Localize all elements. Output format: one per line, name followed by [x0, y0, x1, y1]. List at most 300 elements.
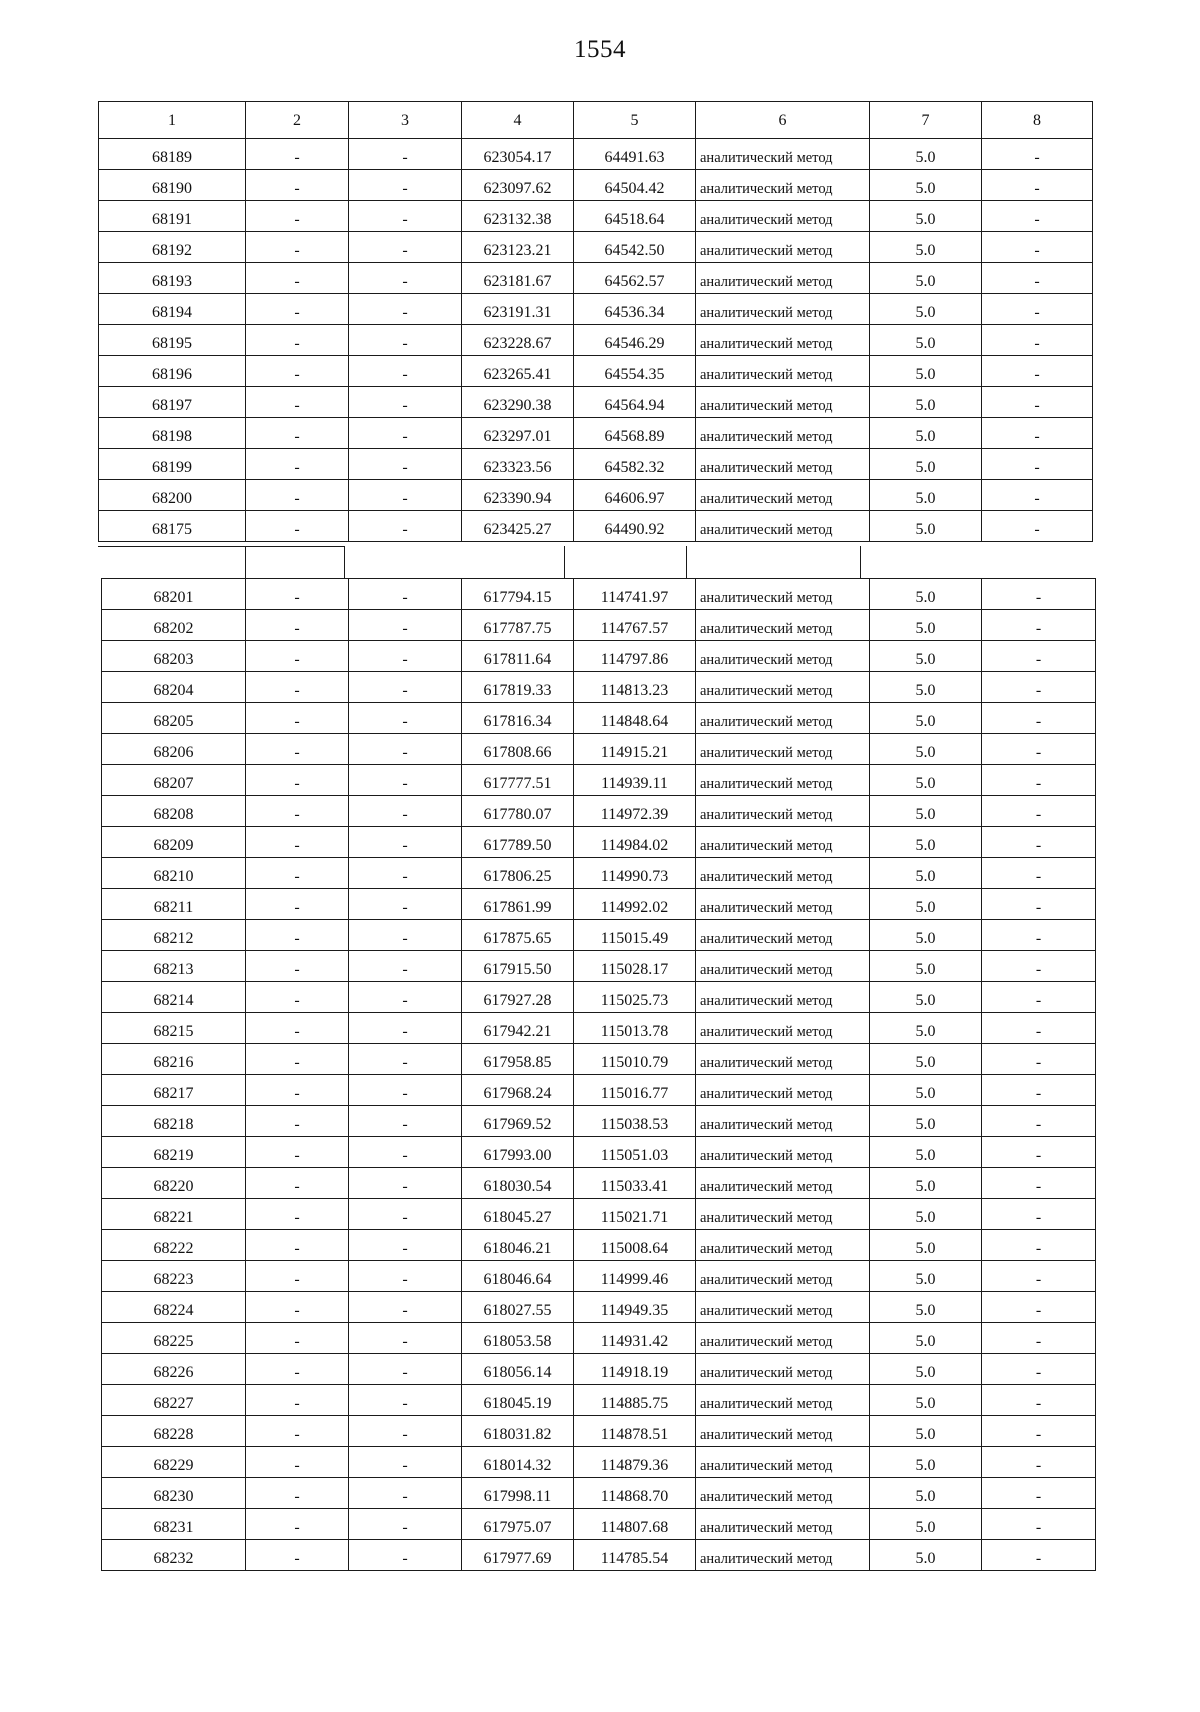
table-cell-col-2: -	[246, 951, 349, 982]
table-cell-col-5: 114741.97	[574, 579, 696, 610]
table-cell-col-5: 114797.86	[574, 641, 696, 672]
table-row	[102, 1385, 1096, 1416]
table-cell-col-6: аналитический метод	[696, 1447, 870, 1478]
table-cell-col-2: -	[246, 1168, 349, 1199]
table-cell-col-8: -	[982, 1075, 1096, 1106]
table-cell-col-7: 5.0	[870, 356, 982, 387]
table-cell-col-1: 68222	[102, 1230, 246, 1261]
header-cell-4: 4	[462, 102, 574, 139]
table-cell-col-6: аналитический метод	[696, 1044, 870, 1075]
table-cell-col-5: 64564.94	[574, 387, 696, 418]
table-cell-col-6: аналитический метод	[696, 139, 870, 170]
table-cell-col-5: 115038.53	[574, 1106, 696, 1137]
table-cell-col-6: аналитический метод	[696, 858, 870, 889]
table-cell-col-2: -	[246, 139, 349, 170]
table-row	[102, 703, 1096, 734]
table-cell-col-5: 114813.23	[574, 672, 696, 703]
table-cell-col-7: 5.0	[870, 1478, 982, 1509]
table-cell-col-8: -	[982, 511, 1093, 542]
table-cell-col-2: -	[246, 1292, 349, 1323]
table-cell-col-4: 623191.31	[462, 294, 574, 325]
table-cell-col-8: -	[982, 201, 1093, 232]
table-cell-col-4: 617780.07	[462, 796, 574, 827]
table-cell-col-5: 115028.17	[574, 951, 696, 982]
table-cell-col-5: 64542.50	[574, 232, 696, 263]
table-cell-col-5: 64546.29	[574, 325, 696, 356]
table-cell-col-8: -	[982, 1230, 1096, 1261]
table-cell-col-6: аналитический метод	[696, 232, 870, 263]
table-cell-col-2: -	[246, 232, 349, 263]
table-cell-col-2: -	[246, 982, 349, 1013]
table-cell-col-2: -	[246, 449, 349, 480]
table-cell-col-3: -	[349, 1323, 462, 1354]
table-cell-col-1: 68213	[102, 951, 246, 982]
table-row	[102, 1292, 1096, 1323]
table-cell-col-6: аналитический метод	[696, 1323, 870, 1354]
table-cell-col-3: -	[349, 1230, 462, 1261]
table-cell-col-5: 114785.54	[574, 1540, 696, 1571]
header-cell-3: 3	[349, 102, 462, 139]
table-cell-col-2: -	[246, 263, 349, 294]
table-cell-col-3: -	[349, 796, 462, 827]
table-cell-col-8: -	[982, 1509, 1096, 1540]
table-cell-col-7: 5.0	[870, 1447, 982, 1478]
table-cell-col-6: аналитический метод	[696, 1540, 870, 1571]
table-cell-col-3: -	[349, 1106, 462, 1137]
table-row	[99, 387, 1093, 418]
table-cell-col-8: -	[982, 858, 1096, 889]
table-cell-col-2: -	[246, 170, 349, 201]
table-cell-col-4: 617789.50	[462, 827, 574, 858]
table-cell-col-7: 5.0	[870, 263, 982, 294]
table-cell-col-4: 618031.82	[462, 1416, 574, 1447]
table-cell-col-8: -	[982, 610, 1096, 641]
table-cell-col-1: 68218	[102, 1106, 246, 1137]
table-cell-col-2: -	[246, 1199, 349, 1230]
table-cell-col-5: 64518.64	[574, 201, 696, 232]
table-cell-col-7: 5.0	[870, 858, 982, 889]
table-cell-col-4: 617811.64	[462, 641, 574, 672]
table-cell-col-7: 5.0	[870, 325, 982, 356]
table-cell-col-6: аналитический метод	[696, 325, 870, 356]
table-row	[102, 1044, 1096, 1075]
table-cell-col-4: 617819.33	[462, 672, 574, 703]
table-cell-col-5: 114992.02	[574, 889, 696, 920]
table-cell-col-7: 5.0	[870, 703, 982, 734]
table-cell-col-7: 5.0	[870, 1509, 982, 1540]
table-cell-col-4: 623123.21	[462, 232, 574, 263]
table-cell-col-1: 68194	[99, 294, 246, 325]
table-cell-col-2: -	[246, 703, 349, 734]
table-cell-col-7: 5.0	[870, 1354, 982, 1385]
table-row	[99, 356, 1093, 387]
table-row	[102, 1106, 1096, 1137]
table-cell-col-3: -	[349, 765, 462, 796]
table-cell-col-5: 115013.78	[574, 1013, 696, 1044]
table-row	[99, 511, 1093, 542]
table-cell-col-1: 68189	[99, 139, 246, 170]
gap-border	[860, 546, 861, 579]
table-row	[102, 1540, 1096, 1571]
table-cell-col-6: аналитический метод	[696, 294, 870, 325]
table-cell-col-1: 68232	[102, 1540, 246, 1571]
table-cell-col-5: 114885.75	[574, 1385, 696, 1416]
table-row	[102, 951, 1096, 982]
table-cell-col-5: 114918.19	[574, 1354, 696, 1385]
table-row	[102, 1199, 1096, 1230]
table-cell-col-2: -	[246, 1478, 349, 1509]
table-cell-col-1: 68200	[99, 480, 246, 511]
table-cell-col-7: 5.0	[870, 1044, 982, 1075]
table-cell-col-3: -	[349, 232, 462, 263]
table-cell-col-7: 5.0	[870, 765, 982, 796]
header-cell-8: 8	[982, 102, 1093, 139]
table-cell-col-2: -	[246, 889, 349, 920]
table-cell-col-5: 114767.57	[574, 610, 696, 641]
table-cell-col-6: аналитический метод	[696, 1509, 870, 1540]
table-cell-col-6: аналитический метод	[696, 263, 870, 294]
table-cell-col-6: аналитический метод	[696, 579, 870, 610]
table-cell-col-8: -	[982, 765, 1096, 796]
table-cell-col-5: 114990.73	[574, 858, 696, 889]
table-cell-col-6: аналитический метод	[696, 796, 870, 827]
table-cell-col-2: -	[246, 1416, 349, 1447]
table-cell-col-8: -	[982, 449, 1093, 480]
table-cell-col-8: -	[982, 703, 1096, 734]
table-cell-col-8: -	[982, 1354, 1096, 1385]
table-row	[102, 1354, 1096, 1385]
table-cell-col-3: -	[349, 325, 462, 356]
table-cell-col-7: 5.0	[870, 1261, 982, 1292]
table-cell-col-6: аналитический метод	[696, 889, 870, 920]
table-row	[102, 858, 1096, 889]
table-cell-col-3: -	[349, 982, 462, 1013]
table-cell-col-6: аналитический метод	[696, 920, 870, 951]
table-row	[99, 170, 1093, 201]
table-cell-col-7: 5.0	[870, 1168, 982, 1199]
table-cell-col-8: -	[982, 1199, 1096, 1230]
table-cell-col-4: 617875.65	[462, 920, 574, 951]
table-cell-col-1: 68225	[102, 1323, 246, 1354]
table-row	[99, 294, 1093, 325]
table-cell-col-5: 64536.34	[574, 294, 696, 325]
table-cell-col-5: 114949.35	[574, 1292, 696, 1323]
table-row	[99, 139, 1093, 170]
table-cell-col-3: -	[349, 387, 462, 418]
table-cell-col-6: аналитический метод	[696, 1416, 870, 1447]
table-row	[99, 449, 1093, 480]
table-cell-col-8: -	[982, 1261, 1096, 1292]
table-cell-col-8: -	[982, 1168, 1096, 1199]
table-cell-col-6: аналитический метод	[696, 703, 870, 734]
table-cell-col-2: -	[246, 511, 349, 542]
table-cell-col-3: -	[349, 201, 462, 232]
table-cell-col-5: 115015.49	[574, 920, 696, 951]
table-cell-col-7: 5.0	[870, 889, 982, 920]
table-cell-col-2: -	[246, 610, 349, 641]
table-cell-col-6: аналитический метод	[696, 951, 870, 982]
table-row	[102, 920, 1096, 951]
table-row	[99, 325, 1093, 356]
table-cell-col-5: 114984.02	[574, 827, 696, 858]
table-cell-col-8: -	[982, 796, 1096, 827]
table-cell-col-8: -	[982, 1416, 1096, 1447]
table-cell-col-4: 623323.56	[462, 449, 574, 480]
table-cell-col-4: 617927.28	[462, 982, 574, 1013]
header-cell-6: 6	[696, 102, 870, 139]
table-cell-col-3: -	[349, 1540, 462, 1571]
table-cell-col-7: 5.0	[870, 610, 982, 641]
table-cell-col-3: -	[349, 263, 462, 294]
table-cell-col-8: -	[982, 641, 1096, 672]
table-cell-col-4: 623297.01	[462, 418, 574, 449]
table-cell-col-2: -	[246, 672, 349, 703]
table-cell-col-2: -	[246, 1261, 349, 1292]
table-row	[102, 579, 1096, 610]
table-cell-col-1: 68221	[102, 1199, 246, 1230]
table-cell-col-4: 618046.64	[462, 1261, 574, 1292]
gap-border	[686, 546, 687, 579]
table-cell-col-4: 618046.21	[462, 1230, 574, 1261]
table-cell-col-2: -	[246, 1137, 349, 1168]
table-cell-col-7: 5.0	[870, 294, 982, 325]
table-cell-col-4: 617975.07	[462, 1509, 574, 1540]
table-cell-col-1: 68226	[102, 1354, 246, 1385]
table-row	[102, 889, 1096, 920]
table-cell-col-3: -	[349, 672, 462, 703]
table-cell-col-7: 5.0	[870, 1106, 982, 1137]
table-cell-col-3: -	[349, 951, 462, 982]
table-cell-col-2: -	[246, 356, 349, 387]
table-cell-col-7: 5.0	[870, 387, 982, 418]
table-cell-col-6: аналитический метод	[696, 1261, 870, 1292]
table-cell-col-6: аналитический метод	[696, 480, 870, 511]
table-row	[102, 1261, 1096, 1292]
table-cell-col-4: 617915.50	[462, 951, 574, 982]
table-cell-col-7: 5.0	[870, 170, 982, 201]
table-cell-col-5: 114972.39	[574, 796, 696, 827]
table-cell-col-2: -	[246, 765, 349, 796]
table-cell-col-6: аналитический метод	[696, 1013, 870, 1044]
table-cell-col-6: аналитический метод	[696, 1168, 870, 1199]
table-cell-col-4: 617942.21	[462, 1013, 574, 1044]
table-cell-col-4: 623290.38	[462, 387, 574, 418]
table-cell-col-3: -	[349, 703, 462, 734]
table-cell-col-3: -	[349, 294, 462, 325]
table-row	[102, 1168, 1096, 1199]
table-cell-col-7: 5.0	[870, 1199, 982, 1230]
table-cell-col-6: аналитический метод	[696, 1230, 870, 1261]
table-cell-col-5: 115051.03	[574, 1137, 696, 1168]
table-cell-col-6: аналитический метод	[696, 734, 870, 765]
table-cell-col-3: -	[349, 449, 462, 480]
table-cell-col-4: 623390.94	[462, 480, 574, 511]
table-cell-col-8: -	[982, 920, 1096, 951]
table-cell-col-6: аналитический метод	[696, 1385, 870, 1416]
table-cell-col-8: -	[982, 325, 1093, 356]
table-cell-col-4: 618027.55	[462, 1292, 574, 1323]
coordinates-table-bottom	[101, 578, 1096, 1571]
header-cell-5: 5	[574, 102, 696, 139]
table-cell-col-6: аналитический метод	[696, 610, 870, 641]
header-cell-7: 7	[870, 102, 982, 139]
table-cell-col-5: 64504.42	[574, 170, 696, 201]
table-cell-col-4: 623132.38	[462, 201, 574, 232]
table-row	[102, 765, 1096, 796]
table-cell-col-5: 115010.79	[574, 1044, 696, 1075]
table-cell-col-3: -	[349, 641, 462, 672]
table-cell-col-2: -	[246, 1323, 349, 1354]
table-cell-col-1: 68190	[99, 170, 246, 201]
table-cell-col-8: -	[982, 1292, 1096, 1323]
table-cell-col-3: -	[349, 858, 462, 889]
table-row	[99, 263, 1093, 294]
table-cell-col-7: 5.0	[870, 1540, 982, 1571]
table-cell-col-7: 5.0	[870, 1292, 982, 1323]
table-cell-col-8: -	[982, 170, 1093, 201]
table-row	[102, 1447, 1096, 1478]
coordinates-table-top	[98, 101, 1093, 542]
table-cell-col-2: -	[246, 1230, 349, 1261]
table-cell-col-8: -	[982, 1478, 1096, 1509]
table-cell-col-7: 5.0	[870, 449, 982, 480]
table-cell-col-4: 617816.34	[462, 703, 574, 734]
table-cell-col-4: 617808.66	[462, 734, 574, 765]
table-cell-col-2: -	[246, 1075, 349, 1106]
table-cell-col-5: 115016.77	[574, 1075, 696, 1106]
table-cell-col-3: -	[349, 1075, 462, 1106]
table-cell-col-3: -	[349, 1137, 462, 1168]
table-cell-col-7: 5.0	[870, 827, 982, 858]
table-cell-col-7: 5.0	[870, 232, 982, 263]
table-cell-col-8: -	[982, 579, 1096, 610]
table-cell-col-1: 68208	[102, 796, 246, 827]
table-row	[102, 827, 1096, 858]
table-cell-col-5: 64491.63	[574, 139, 696, 170]
table-row	[99, 232, 1093, 263]
table-cell-col-2: -	[246, 201, 349, 232]
table-cell-col-1: 68212	[102, 920, 246, 951]
table-cell-col-1: 68205	[102, 703, 246, 734]
table-cell-col-4: 617861.99	[462, 889, 574, 920]
table-cell-col-7: 5.0	[870, 951, 982, 982]
table-cell-col-1: 68224	[102, 1292, 246, 1323]
table-cell-col-3: -	[349, 889, 462, 920]
table-cell-col-8: -	[982, 827, 1096, 858]
table-cell-col-7: 5.0	[870, 796, 982, 827]
table-cell-col-8: -	[982, 1013, 1096, 1044]
table-cell-col-7: 5.0	[870, 1416, 982, 1447]
table-cell-col-4: 623097.62	[462, 170, 574, 201]
table-cell-col-7: 5.0	[870, 201, 982, 232]
table-cell-col-4: 617958.85	[462, 1044, 574, 1075]
table-cell-col-2: -	[246, 1540, 349, 1571]
table-cell-col-3: -	[349, 1509, 462, 1540]
table-cell-col-6: аналитический метод	[696, 356, 870, 387]
table-row	[102, 1323, 1096, 1354]
table-cell-col-5: 64490.92	[574, 511, 696, 542]
table-cell-col-7: 5.0	[870, 418, 982, 449]
table-cell-col-5: 115025.73	[574, 982, 696, 1013]
table-cell-col-2: -	[246, 480, 349, 511]
table-cell-col-1: 68209	[102, 827, 246, 858]
table-cell-col-6: аналитический метод	[696, 387, 870, 418]
table-cell-col-1: 68199	[99, 449, 246, 480]
table-cell-col-3: -	[349, 579, 462, 610]
table-cell-col-8: -	[982, 480, 1093, 511]
table-cell-col-1: 68231	[102, 1509, 246, 1540]
gap-border	[344, 546, 345, 579]
table-cell-col-4: 617998.11	[462, 1478, 574, 1509]
table-cell-col-1: 68210	[102, 858, 246, 889]
table-cell-col-6: аналитический метод	[696, 641, 870, 672]
table-cell-col-3: -	[349, 1385, 462, 1416]
table-cell-col-1: 68204	[102, 672, 246, 703]
table-cell-col-7: 5.0	[870, 139, 982, 170]
table-cell-col-1: 68202	[102, 610, 246, 641]
gap-border	[245, 546, 246, 579]
table-cell-col-5: 115008.64	[574, 1230, 696, 1261]
table-cell-col-6: аналитический метод	[696, 170, 870, 201]
table-cell-col-8: -	[982, 387, 1093, 418]
table-row	[102, 1478, 1096, 1509]
table-cell-col-3: -	[349, 356, 462, 387]
table-cell-col-3: -	[349, 480, 462, 511]
table-cell-col-3: -	[349, 1261, 462, 1292]
table-cell-col-6: аналитический метод	[696, 1075, 870, 1106]
table-cell-col-5: 64606.97	[574, 480, 696, 511]
table-cell-col-4: 618045.27	[462, 1199, 574, 1230]
table-cell-col-7: 5.0	[870, 1230, 982, 1261]
table-cell-col-4: 618030.54	[462, 1168, 574, 1199]
table-row	[102, 1013, 1096, 1044]
table-cell-col-2: -	[246, 827, 349, 858]
table-cell-col-3: -	[349, 139, 462, 170]
table-cell-col-2: -	[246, 294, 349, 325]
table-cell-col-4: 623265.41	[462, 356, 574, 387]
table-cell-col-1: 68214	[102, 982, 246, 1013]
table-cell-col-1: 68223	[102, 1261, 246, 1292]
table-row	[99, 201, 1093, 232]
table-cell-col-1: 68215	[102, 1013, 246, 1044]
table-cell-col-2: -	[246, 641, 349, 672]
table-cell-col-6: аналитический метод	[696, 1478, 870, 1509]
table-cell-col-4: 623054.17	[462, 139, 574, 170]
table-cell-col-8: -	[982, 1106, 1096, 1137]
table-cell-col-2: -	[246, 734, 349, 765]
table-cell-col-3: -	[349, 1044, 462, 1075]
table-cell-col-8: -	[982, 672, 1096, 703]
table-row	[102, 1230, 1096, 1261]
table-cell-col-1: 68220	[102, 1168, 246, 1199]
table-cell-col-5: 114848.64	[574, 703, 696, 734]
table-cell-col-7: 5.0	[870, 734, 982, 765]
table-cell-col-6: аналитический метод	[696, 201, 870, 232]
table-row	[102, 1137, 1096, 1168]
table-cell-col-4: 618056.14	[462, 1354, 574, 1385]
table-cell-col-8: -	[982, 1540, 1096, 1571]
table-cell-col-6: аналитический метод	[696, 765, 870, 796]
table-row	[102, 796, 1096, 827]
table-cell-col-8: -	[982, 951, 1096, 982]
table-cell-col-1: 68228	[102, 1416, 246, 1447]
table-row	[99, 480, 1093, 511]
table-cell-col-1: 68206	[102, 734, 246, 765]
table-cell-col-5: 114915.21	[574, 734, 696, 765]
table-cell-col-6: аналитический метод	[696, 418, 870, 449]
table-cell-col-8: -	[982, 734, 1096, 765]
table-row	[102, 734, 1096, 765]
